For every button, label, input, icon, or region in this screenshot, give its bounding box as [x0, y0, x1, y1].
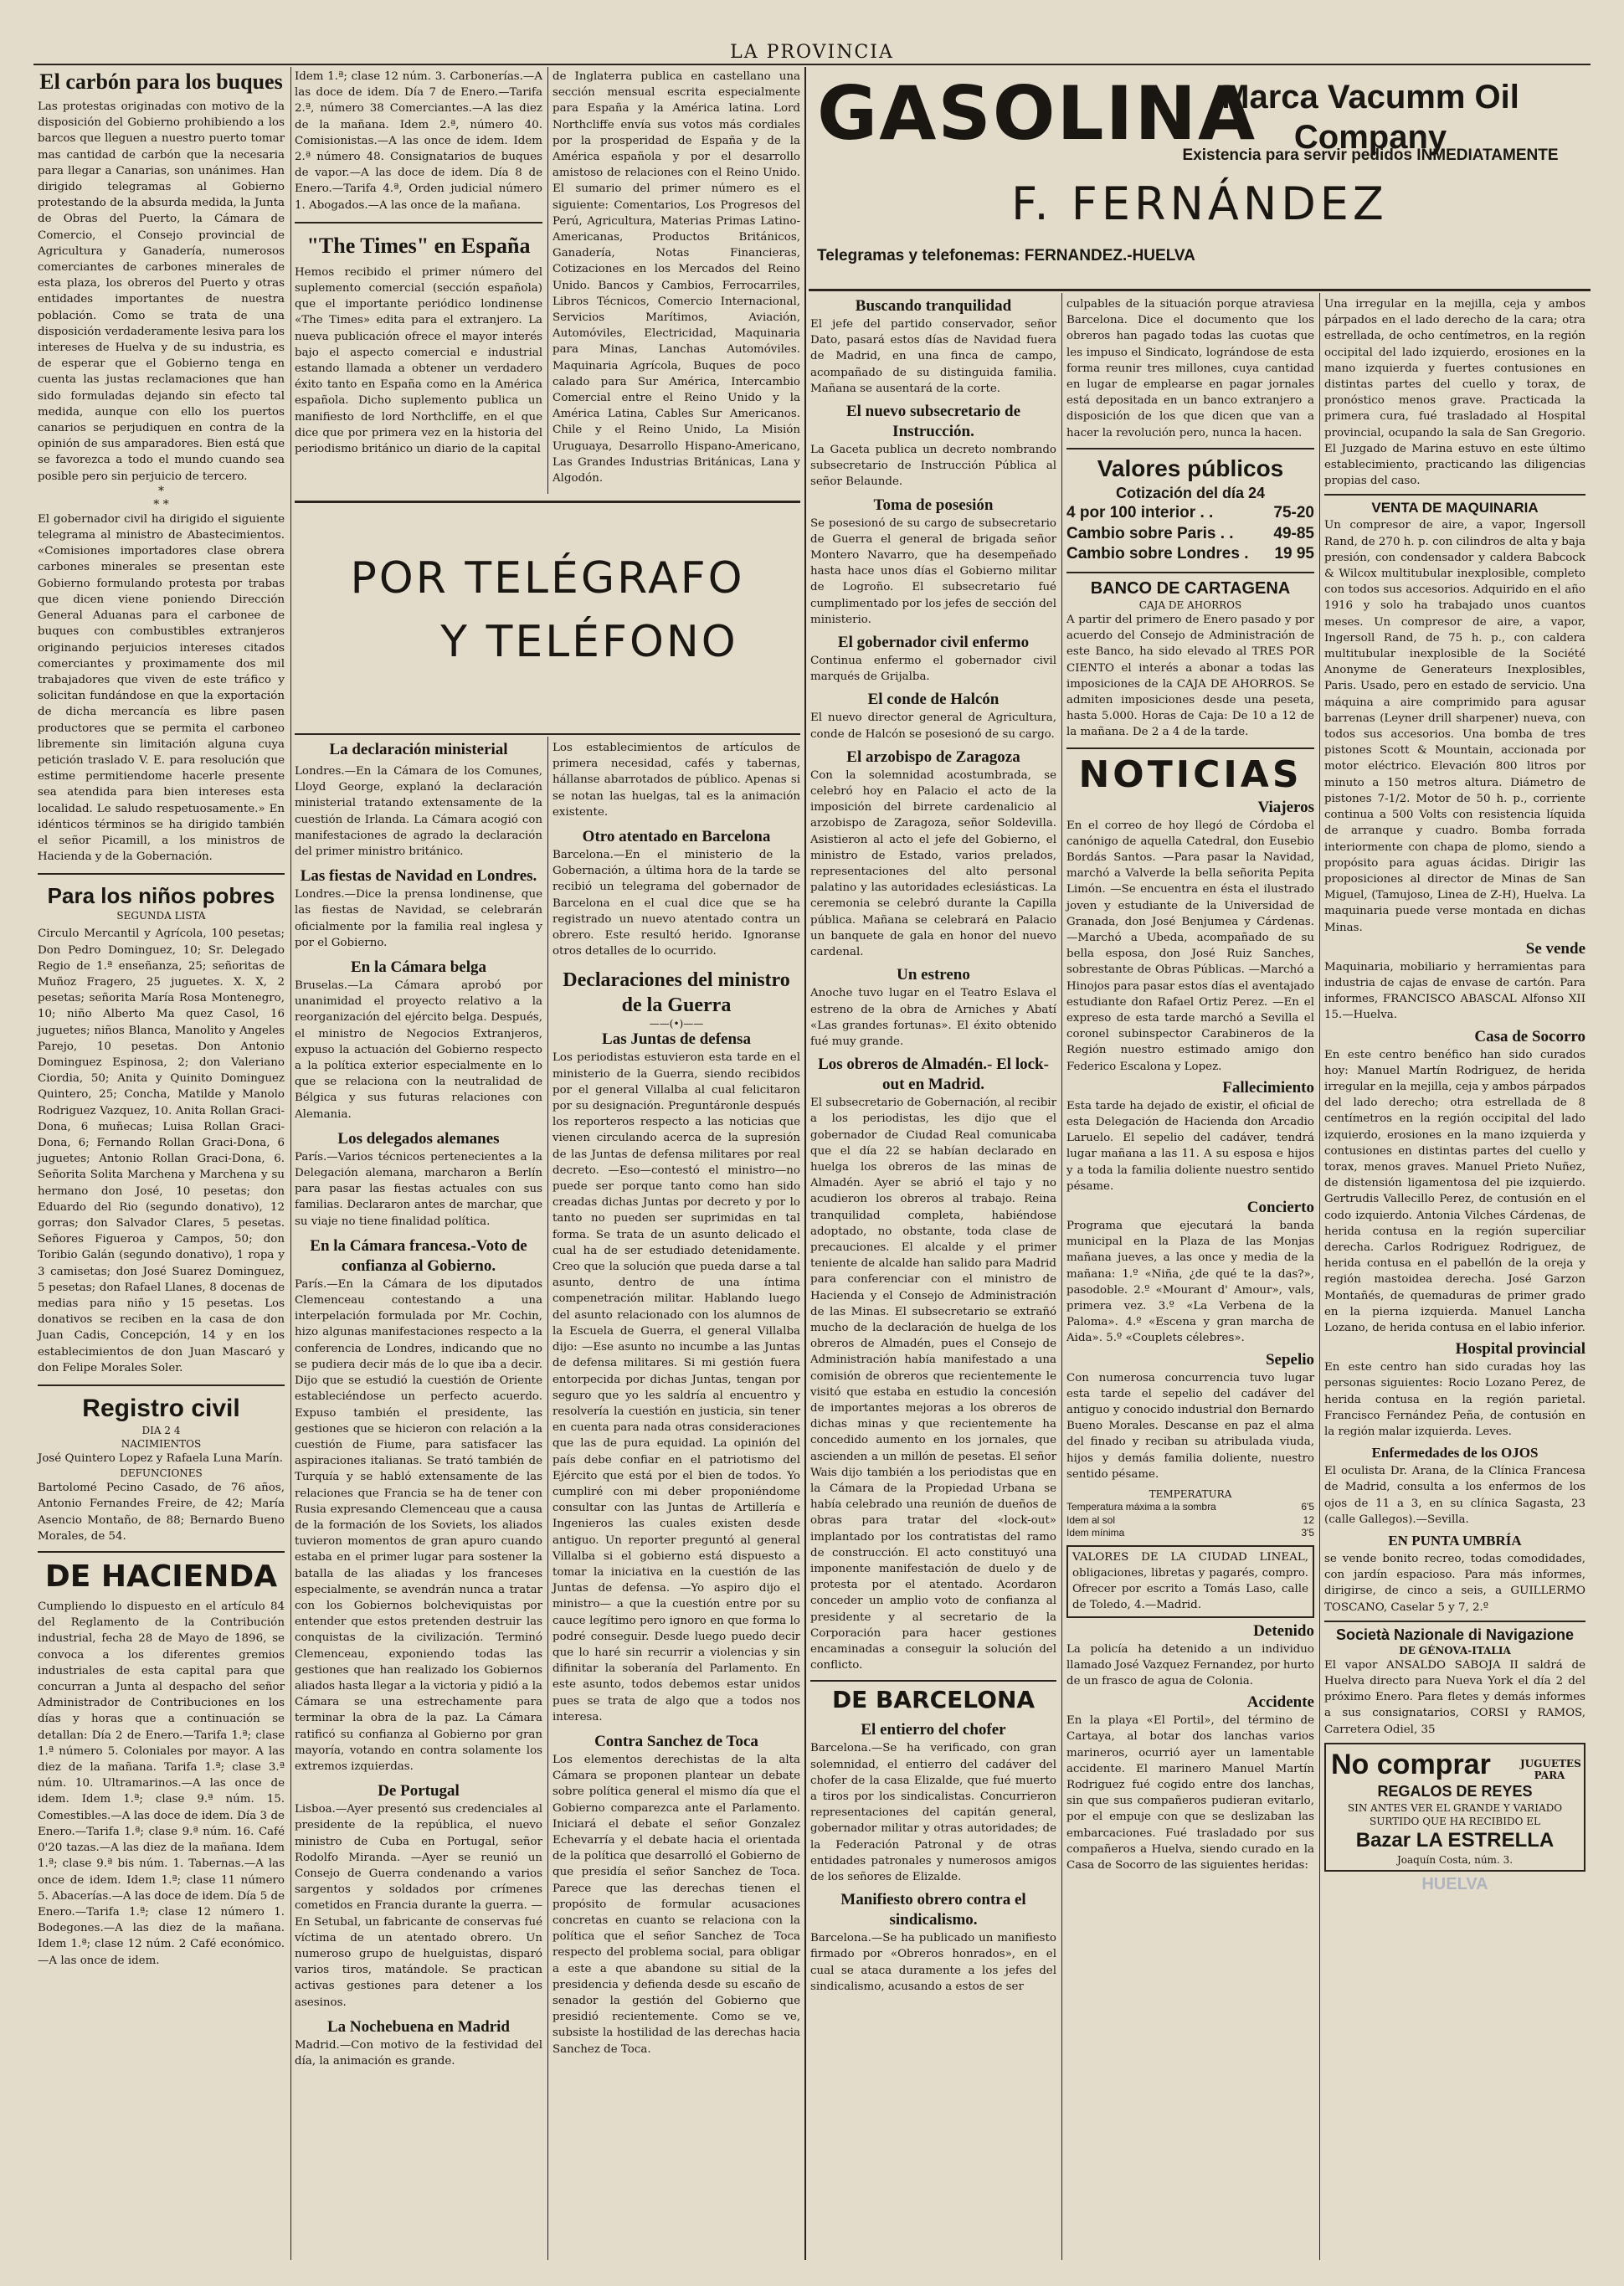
headline-camara-francesa: En la Cámara francesa.-Voto de confianza al Gobierno.	[310, 1236, 527, 1275]
temperatura-row	[1066, 1501, 1314, 1514]
headline-carbon: El carbón para los buques	[39, 69, 283, 94]
temperatura-row-label: Idem mínima	[1066, 1527, 1125, 1539]
headline-sanchez-toca: Contra Sanchez de Toca	[594, 1732, 758, 1750]
subheadline-ninos: SEGUNDA LISTA	[116, 910, 206, 922]
valores-row	[1066, 524, 1314, 545]
valores-date: Cotización del día 24	[1115, 484, 1266, 501]
divider	[1324, 494, 1585, 496]
article-almaden: El subsecretario de Gobernación, al recibir a los periodistas, les dijo que el gobernador de Ciudad Real comunicaba que el día 22 se habían declarado en huelga los obreros de las minas de Almadén. Ayer se abrió el tajo y no acudieron los obreros al trabajo. Reina tranquilidad completa, habiéndose adoptado, no obstante, toda clase de precauciones. El alcalde y el primer teniente de alcalde han salido para Madrid para conferenciar con el ministro de Hacienda y el Consejo de Administración de las Minas. El subsecretario se extrañó mucho de la declaración de huelga de los obreros de Almadén, pues el Consejo de Administración había manifestado a una comisión de obreros que recientemente le visitó que estaba en estudio la concesión de importantes mejoras a los obreros de dichas minas y que recientemente ha concedido aumento en los jornales, que ascienden a un millón de pesetas. El señor Wais dijo también a los periodistas que en la Cámara de la Propiedad Urbana se había celebrado una reunión de dueños de obras para tratar del «lock-out» implantado por los contratistas del ramo de construcción. El acto constituyó una imponente manifestación de duelo y de protesta por el atentado. Acordaron conceder un amplio voto de confianza al presidente y al secretario de la Corporación para hacer gestiones encaminadas a conseguir la solución del conflicto.	[810, 1097, 1056, 1672]
article-detenido: La policía ha detenido a un individuo llamado José Vazquez Fernandez, por hurto de un frasco de agua de Colonia.	[1066, 1642, 1314, 1688]
navigazione-subtitle: DE GÉNOVA-ITALIA	[1399, 1644, 1511, 1657]
article-gobernador: Continua enfermo el gobernador civil marqués de Grijalba.	[810, 655, 1056, 684]
valores-row-value: 75-20	[1273, 503, 1314, 521]
article-carbon: Las protestas originadas con motivo de la disposición del Gobierno prohibiendo a los barcos que lleguen a nuestro puerto tomar mas cantidad de carbón que la necesaria para llegar a Canarias, son unánimes. Han dirigido telegramas al Gobierno protestando de la absurda medida, la Junta de Obras del Puerto, la Cámara de Comercio, el Consejo provincial de Agricultura y Ganadería, numerosos comerciantes de carbones minerales de esta plaza, los obreros del Puerto y otras entidades importantes de nuestra población. Como se trata de una disposición verdaderamente lesiva para los intereses de Huelva y de su industria, es de esperar que el Gobierno tenga en cuenta las justas reclamaciones que han sido formuladas dejando sin efecto tal medida, aunque con ello los puertos canarios se perjudiquen en contra de la opinión de sus amparadores. Bien está que se favorezca a todo el mundo cuando sea posible pero sin perjuicio de tercero.	[38, 100, 285, 483]
article-delegados: París.—Varios técnicos pertenecientes a la Delegación alemana, marcharon a Berlín para pasar las fiestas actuales con sus familias. Declararon antes de marchar, que su viaje no tiene finalidad política.	[295, 1150, 542, 1228]
article-times: Hemos recibido el primer número del suplemento comercial (sección española) que el importante periódico londinense «The Times» edita para el extranjero. La nueva publicación ofrece el mayor interés bajo el aspecto comercial e industrial estando llamada a obtener un verdadero éxito tanto en España como en la América española. Dicho suplemento publica un manifiesto de lord Northcliffe, en el que dice que por primera vez en la historia del periodismo británico un diario de la capital	[295, 265, 542, 456]
article-halcon: El nuevo director general de Agricultura, conde de Halcón se posesionó de su cargo.	[810, 711, 1056, 741]
article-estreno: Anoche tuvo lugar en el Teatro Eslava el estreno de la obra de Arniches y Abatí «Las grandes fortunas». El éxito obtenido fué muy grande.	[810, 987, 1056, 1048]
divider	[810, 1680, 1056, 1682]
article-ninos: Circulo Mercantil y Agrícola, 100 pesetas; Don Pedro Dominguez, 10; Sr. Delegado Regio de 1.ª enseñanza, 25; señoritas de Muñoz Fragero, 25 juguetes. X. X, 2 pesetas; señorita María Rosa Montenegro, 10; niño Alberto Ma quez Casol, 16 juguetes; niños Blanca, Manolito y Angeles Parejo, 10 pesetas. Don Antonio Dominguez Espinosa, 2; don Valeriano Ciordia, 50; Anita y Quinito Dominguez Quintero, 25; Concha, Matilde y Manolo Rodriguez Vazquez, 10. Anita Rollan Graci-Dona, 6 muñecas; Luisa Rollan Graci-Dona, 6; Fernando Rollan Graci-Dona, 6 juguetes; Antonio Rollan Graci-Dona, 6. Señorita Solita Marchena y Marchena y su hermano don José, 10 pesetas; don Eduardo del Rio (segundo donativo), 12 gorras; don Salvador Clares, 5 pesetas. Señores Figueroa y Campos, 50; don Toribio Galán (segundo donativo), 1 ropa y 3 camisetas; don José Suarez Dominguez, 5 pesetas; don Rafael Llanes, 8 docenas de medias para niño y 15 pesetas. Los donativos se reciben en la casa de don Juan Cadis, Concepción, 14 y en los establecimientos de don Juan Mascaró y don Felipe Morales Soler.	[38, 927, 285, 1374]
temperatura-row-value: 3'5	[1301, 1527, 1314, 1539]
article-sepelio: Con numerosa concurrencia tuvo lugar esta tarde el sepelio del cadáver del antiguo y conocido industrial don Bernardo Bueno Morales. Descanse en paz el alma del finado y reciban su atribulada viuda, hijos y demás familia doliente, nuestro sentido pésame.	[1066, 1371, 1314, 1481]
article-toma-posesion: Se posesionó de su cargo de subsecretario de Guerra el general de brigada señor Montero Navarro, que ha desempeñado hasta hace unos días el Gobierno militar de Logroño. El subsecretario fué cumplimentado por los jefes de sección del ministerio.	[810, 516, 1056, 626]
article-hacienda: Cumpliendo lo dispuesto en el artículo 84 del Reglamento de la Contribución industrial, fecha 28 de Mayo de 1896, se convoca a los diferentes gremios industriales de esta capital para que concurran a Junta al despacho del señor Administrador de Contribuciones en los días y horas que a continuación se detallan: Día 2 de Enero.—Tarifa 1.ª; clase 1.ª número 5. Coloniales por mayor. A las diez de la mañana. Tarifa 1.ª; clase 3.ª núm. 10. Ultramarinos.—A las once de idem. Idem 1.ª; clase 9.ª núm. 15. Comestibles.—A las doce de idem. Día 3 de Enero.—Tarifa 1.ª; clase 9.ª núm. 16. Café 0'20 tazas.—A las diez de la mañana. Idem 1.ª; clase 9.ª bis núm. 1. Tabernas.—A las once de idem. Idem 1.ª; clase 11 número 5. Abacerías.—A las doce de idem. Día 5 de Enero.—Tarifa 1.ª; clase 12 número 1. Bodegones.—A las diez de la mañana. Idem 1.ª; clase 12 núm. 2 Café económico.—A las once de idem.	[38, 1600, 285, 1967]
gasolina-existencia: Existencia para servir pedidos INMEDIATAMENTE	[1182, 146, 1559, 164]
separator-asterisks: * * *	[153, 484, 169, 511]
juguetes-para: JUGUETES PARA	[1520, 1757, 1581, 1781]
headline-casa-socorro: Casa de Socorro	[1474, 1027, 1585, 1045]
article-punta-umbria: se vende bonito recreo, todas comodidades, con jardín espacioso. Para más informes, dirigirse, de cinco a seis, a GUILLERMO TOSCANO, Caselar 5 y 7, 2.º	[1324, 1553, 1585, 1614]
divider	[1066, 747, 1314, 749]
article-camara-belga: Bruselas.—La Cámara aprobó por unanimidad el proyecto relativo a la reorganización del ejército belga. Después, el ministro de Negocios Extranjeros, expuso la actuación del Gobierno respecto a la política exterior especialmente en lo que se relaciona con la neutralidad de Bélgica y sus futuras relaciones con Alemania.	[295, 979, 542, 1121]
column-5	[1066, 296, 1314, 1873]
no-comprar-title: No comprar	[1331, 1748, 1491, 1780]
headline-declaracion: La declaración ministerial	[329, 741, 508, 758]
valores-row-value: 49-85	[1273, 524, 1314, 542]
headline-tranquilidad: Buscando tranquilidad	[855, 297, 1012, 315]
valores-row-value: 19 95	[1274, 545, 1314, 563]
headline-estreno: Un estreno	[897, 966, 970, 984]
headline-sepelio: Sepelio	[1265, 1350, 1314, 1369]
temperatura-row-label: Idem al sol	[1066, 1513, 1116, 1526]
headline-ministro-guerra: Declaraciones del ministro de la Guerra	[563, 969, 790, 1017]
headline-fallecimiento: Fallecimiento	[1222, 1078, 1314, 1097]
sin-antes: SIN ANTES VER EL GRANDE Y VARIADO SURTIDO QUE HA RECIBIDO EL	[1347, 1801, 1563, 1827]
divider	[38, 1384, 285, 1389]
divider	[295, 222, 542, 226]
article-hospital: En este centro han sido curadas hoy las personas siguientes: Rocio Lozano Perez, de herida contusa en la región parietal. Francisco Fernández Peña, de contusión en la región malar izquierda. Leves.	[1324, 1361, 1585, 1438]
ciudad-lineal-text: VALORES DE LA CIUDAD LINEAL, obligaciones, libretas y pagarés, compro. Ofrecer por escrito a Tomás Laso, calle de Toledo, 4.—Madrid.	[1072, 1550, 1308, 1612]
article-concierto: Programa que ejecutará la banda municipal en la Plaza de las Monjas mañana jueves, a las once y media de la mañana: 1.º «Niña, ¿de qué te la das?», pasodoble. 2.º «Mourant d' Amour», vals, primera vez. 3.º «La Verbena de la Paloma». 4.º «Escena y gran marcha de Aida». 5.º «Couplets célebres».	[1066, 1219, 1314, 1345]
headline-camara-belga: En la Cámara belga	[350, 958, 487, 977]
article-atentado: Barcelona.—En el ministerio de la Gobernación, a última hora de la tarde se recibió un telegrama del gobernador de Barcelona en el cual dice que se ha registrado un nuevo atentado contra un obrero. Este resultó herido. Ignoranse otros detalles de lo ocurrido.	[552, 849, 800, 958]
banco-subtitle: CAJA DE AHORROS	[1138, 598, 1242, 611]
article-manifiesto: Barcelona.—Se ha publicado un manifiesto firmado por «Obreros honrados», en el cual se ataca duramente a los jefes del sindicalismo, acusando a estos de ser	[810, 1932, 1056, 1993]
headline-arzobispo: El arzobispo de Zaragoza	[846, 747, 1020, 766]
article-portugal: Lisboa.—Ayer presentó sus credenciales al presidente de la república, el nuevo ministro de Cuba en Portugal, señor Rodolfo Miranda. —Ayer se reunió un Consejo de Guerra condenando a varios sargentos y soldados por crímenes cometidos en Francia durante la guerra. —En Setubal, un fabricante de conservas fué víctima de un atentado obrero. Un numeroso grupo de huelguistas, disparó varios tiros, matándole. Se practican activas gestiones para detener a los asesinos.	[295, 1803, 542, 2009]
article-times-continued: de Inglaterra publica en castellano una sección mensual escrita especialmente para España y la América latina. Lord Northcliffe envía sus votos más cordiales por la prosperidad de España y de la América española y por el desarrollo amistoso de relaciones con el Reino Unido. El sumario del primer número es el siguiente: Comentarios, Los Progresos del Perú, Agricultura, Materias Primas Latino-Americanas, Productos Británicos, Ganadería, Notas Financieras, Cotizaciones en los Mercados del Reino Unido. Bancos y Cambios, Ferrocarriles, Libros Técnicos, Comercio Internacional, Servicios Marítimos, Aviación, Automóviles, Electricidad, Maquinaria para Minas, Lanchas Automóviles. Maquinaria Agrícola, Buques de poco calado para Sur América, Intercambio Comercial entre el Reino Unido y la América Latina, Cables Sur Americanos. Chile y el Reino Unido, La Misión Uruguaya, Desarrollo Hispano-Americano, Las Grandes Industrias Británicas, Lana y Algodón.	[552, 70, 800, 485]
valores-row-label: Cambio sobre Paris . .	[1066, 524, 1234, 542]
column-2-bottom	[295, 740, 542, 2069]
masthead-rule	[33, 64, 1591, 65]
column-3-top	[552, 69, 800, 486]
temperatura-row	[1066, 1514, 1314, 1528]
headline-toma-posesion: Toma de posesión	[873, 496, 994, 514]
temperatura-row-label: Temperatura máxima a la sombra	[1066, 1501, 1216, 1513]
headline-almaden: Los obreros de Almadén.- El lock-out en Madrid.	[818, 1056, 1049, 1094]
headline-hospital: Hospital provincial	[1455, 1340, 1585, 1359]
article-sanchez-toca: Los elementos derechistas de la alta Cámara se proponen plantear un debate sobre política general el mismo día que el Gobierno comparezca ante el Parlamento. Iniciará el debate el señor Gonzalez Echevarría y el debate hacia el orientada de la política que desarrolló el Gobierno de que presidía el señor Sanchez de Toca. Parece que las derechas tienen el propósito de formular acusaciones concretas en cuanto se relaciona con la política que el señor Sanchez de Toca respecto del problema social, para obligar a este a que abandone su sitial de la presidencia y defienda desde su escaño de senador la gestión del Gobierno que presidió recientemente. Como se ve, subsiste la hostilidad de las derechas hacia Sanchez de Toca.	[552, 1753, 800, 2056]
article-nochebuena: Madrid.—Con motivo de la festividad del día, la animación es grande.	[295, 2038, 542, 2068]
bazar-ad	[1324, 1743, 1585, 1872]
article-subsecretario: La Gaceta publica un decreto nombrando subsecretario de Instrucción Pública al señor Belaunde.	[810, 444, 1056, 489]
article-banco: A partir del primero de Enero pasado y por acuerdo del Consejo de Administración de este Banco, ha sido elevado al TRES POR CIENTO el interés a abonar a todas las imposiciones de la CAJA DE AHORROS. Se admiten imposiciones desde una peseta, hasta 5.000. Horas de Caja: De 10 a 12 de la mañana. De 2 a 4 de la tarde.	[1066, 613, 1314, 739]
valores-table	[1066, 503, 1314, 565]
headline-times: "The Times" en España	[306, 233, 531, 258]
headline-manifiesto: Manifiesto obrero contra el sindicalismo.	[840, 1891, 1026, 1929]
watermark: HUELVA	[1421, 1874, 1488, 1893]
regalos-reyes: REGALOS DE REYES	[1377, 1782, 1533, 1800]
headline-punta-umbria: EN PUNTA UMBRÍA	[1388, 1533, 1522, 1549]
headline-valores: Valores públicos	[1097, 455, 1284, 481]
temperatura-row-value: 6'5	[1301, 1501, 1314, 1513]
gasolina-telegramas: Telegramas y telefonemas: FERNANDEZ.-HUELVA	[817, 247, 1195, 265]
divider	[1324, 1621, 1585, 1622]
headline-gobernador: El gobernador civil enfermo	[837, 634, 1030, 652]
article-declaracion: Londres.—En la Cámara de los Comunes, Lloyd George, explanó la declaración ministerial tratando extensamente de la cuestión de Irlanda. La Cámara acogió con manifestaciones de agrado la declaración del primer ministro británico.	[295, 765, 542, 859]
gasolina-title: GASOLINA	[817, 70, 1257, 157]
headline-accidente: Accidente	[1246, 1693, 1314, 1712]
headline-atentado: Otro atentado en Barcelona	[582, 828, 771, 846]
article-accidente-continued: Una irregular en la mejilla, ceja y ambos párpados en el lado derecho de la cara; otra estrellada, de ocho centímetros, en la región occipital del lado izquierdo, erosiones en la mano izquierda y fuertes contusiones en distintas partes del cuello y torax, de pronóstico menos grave. Practicada la primera cura, fué trasladado al Hospital provincial, ocupando la sala de San Gregorio. El Juzgado de Marina estuvo en este último establecimiento, practicando las diligencias propias del caso.	[1324, 298, 1585, 488]
headline-se-vende: Se vende	[1525, 939, 1585, 958]
article-ojos: El oculista Dr. Arana, de la Clínica Francesa de Madrid, consulta a los enfermos de los ojos de 11 a 3, en su clínica Sagasta, 23 (calle Gallegos).—Sevilla.	[1324, 1465, 1585, 1526]
column-4	[810, 296, 1056, 1995]
valores-row-label: Cambio sobre Londres .	[1066, 545, 1249, 563]
registro-nacimientos-heading: NACIMIENTOS	[121, 1438, 202, 1451]
column-3-bottom	[552, 740, 800, 2057]
column-rule	[290, 67, 291, 2260]
gasolina-brand: Marca Vacumm Oil Company	[1221, 79, 1519, 156]
headline-barcelona: DE BARCELONA	[831, 1686, 1036, 1714]
divider	[1066, 448, 1314, 449]
article-camara-francesa: París.—En la Cámara de los diputados Clemenceau contestando a una interpelación formulada por Mr. Cochin, hizo algunas manifestaciones respecto a la conferencia de Londres, indicando que no se pudiera decir más de lo que iba a decir. Dijo que se estudió la cuestión de Oriente estableciéndose un perfecto acuerdo. Expuso también el presidente, las gestiones que se hicieron con relación a la cuestión de Fiume, para satisfacer las aspiraciones italianas. Se trató también de Turquía y se habló extensamente de las relaciones que Francia se ha de tener con Rusia expresando Clemenceau que a causa de la formación de los Soviets, los aliados tuvieron momentos de gran apuro cuando estaba en el primer lugar para sostener la batalla de las aliadas y los franceses especialmente, se avendrán nunca a tratar con los Gobiernos bolcheviquistas por entender que estos pretenden destruir las conquistas de la civilización. Terminó Clemenceau, exponiendo todas las gestiones que han realizado los Gobiernos aliados hasta llegar a la victoria y pidió a la Cámara se una estrechamente para terminar la obra de la paz. La Cámara ratificó su confianza al Gobierno por gran mayoría, votando en contra solamente los extremos izquierdas.	[295, 1277, 542, 1773]
article-hacienda-continued: Idem 1.ª; clase 12 núm. 3. Carbonerías.—A las doce de idem. Día 7 de Enero.—Tarifa 2.ª, número 38 Comerciantes.—A las diez de la mañana. Idem 2.ª, número 40. Comisionistas.—A las once de idem. Idem 2.ª número 48. Consignatarios de buques de vapor.—A las doce de idem. Día 8 de Enero.—Tarifa 4.ª, Orden judicial número 1. Abogados.—A las once de la mañana.	[295, 70, 542, 212]
telegrafo-title-line-2: Y TELÉFONO	[440, 617, 738, 667]
gasolina-ad	[809, 69, 1591, 291]
article-entierro: Barcelona.—Se ha verificado, con gran solemnidad, el entierro del cadáver del chofer de la casa Elizalde, que fué muerto a tiros por los sindicalistas. Concurrieron representaciones del capitán general, gobernador militar y otras autoridades; de la Federación Patronal y de otras entidades patronales y numerosos amigos de los señores de Elizalde.	[810, 1742, 1056, 1884]
column-2-top	[295, 69, 542, 457]
headline-ojos: Enfermedades de los OJOS	[1371, 1445, 1539, 1461]
article-navidad-londres: Londres.—Dice la prensa londinense, que las fiestas de Navidad, se celebrarán oficialmente por la familia real inglesa y por el Gobierno.	[295, 888, 542, 949]
article-nochebuena-continued: Los establecimientos de artículos de primera necesidad, cafés y tabernas, hállanse abarrotados de público. Apenas si se notan las huelgas, tal es la animación existente.	[552, 742, 800, 819]
article-venta: Un compresor de aire, a vapor, Ingersoll Rand, de 270 h. p. con cilindros de alta y baja presión, con condensador y caldera Babcock & Wilcox multitubular inexplosible, completo con todos sus accesorios. Adquirido en el año 1916 y solo ha trabajado unos cuantos meses. Un compresor de aire, a vapor, Ingersoll Rand, de 75 h. p., con caldera multitubular inexplosible de la Société Anonyme de Generateurs Inexplosibles, Paris. Usado, pero en estado de servicio. Una máquina a aire comprimido para agusar barrenas (Leyner drill sharpener) nueva, con todos sus accesorios. Una bomba de tres pistones Scott & Mountain, accionada por motor eléctrico. Elevación 800 litros por minuto a 150 metros altura. Diámetro de pistones 7-1/2. Motor de 50 h. p., corriente continua a 500 Volts con resistencia líquida de arranque y cuadro. Bomba forrada interiormente con chapa de plomo, siendo a propósito para aguas ácidas. Dirigir las proposiciones al director de Minas de San Miguel, (Tamujoso, Linea de Z-H), Huelva. La maquinaria puede verse montada en dichas Minas.	[1324, 519, 1585, 934]
divider	[38, 873, 285, 877]
temperatura-heading: TEMPERATURA	[1149, 1488, 1232, 1501]
valores-row-label: 4 por 100 interior . .	[1066, 503, 1214, 521]
column-6	[1324, 296, 1585, 1894]
temperatura-row-value: 12	[1303, 1513, 1314, 1526]
article-accidente: En la playa «El Portil», del término de Cartaya, al botar dos lanchas varios marineros, ocurrió ayer un lamentable accidente. El marinero Manuel Martín Rodriguez fué cogido entre dos lanchas, sin que sus compañeros pudieran evitarlo, por el empuje con que se deslizaban las embarcaciones. Fué trasladado por sus compañeros a Huelva, siendo curado en la Casa de Socorro de las siguientes heridas:	[1066, 1714, 1314, 1872]
article-arzobispo: Con la solemnidad acostumbrada, se celebró hoy en Palacio el acto de la imposición del birrete cardenalicio al arzobispo de Zaragoza, señor Soldevilla. Asistieron al acto el jefe del Gobierno, el ministro de Estado, varios prelados, representaciones del alto personal palatino y las autoridades eclesiásticas. La ceremonia se celebró durante la Capilla pública. Mañana se celebrará en Palacio un banquete de gala en honor del nuevo cardenal.	[810, 768, 1056, 959]
gasolina-fernandez: F. FERNÁNDEZ	[1011, 177, 1388, 230]
article-tranquilidad: El jefe del partido conservador, señor Dato, pasará estos días de Navidad fuera de Madrid, en una finca de campo, acompañado de su distinguida familia. Mañana se ausentará de la corte.	[810, 318, 1056, 395]
article-casa-socorro: En este centro benéfico han sido curados hoy: Manuel Martín Rodriguez, de herida irregular en la mejilla, ceja y ambos párpados del lado derecho; otra estrellada de 8 centímetros en la región occipital del lado izquierdo, erosiones en la mano izquierda y contusiones en distintas partes del cuello y torax, menos graves. Manuel Prieto Nuñez, de distensión ligamentosa del pie izquierdo. Gertrudis Vallecillo Perez, de contusión en el codo izquierdo. Antonia Vilches Cárdenas, de herida contusa en la región superciliar derecha. Carlos Rodriguez Rodriguez, de herida contusa en el pabellón de la oreja y región mastoidea derecha. José Garzon Montañés, de quemaduras de primer grado en la pierna izquierda. Manuel Lancha Lozano, de herida contusa en el labio inferior.	[1324, 1048, 1585, 1334]
ciudad-lineal-ad	[1066, 1545, 1314, 1618]
headline-subsecretario: El nuevo subsecretario de Instrucción.	[845, 403, 1021, 441]
headline-delegados: Los delegados alemanes	[337, 1129, 500, 1148]
article-viajeros: En el correo de hoy llegó de Córdoba el canónigo de aquella Catedral, don Eusebio Bordás Santos. —Para pasar la Navidad, marchó a Valverde la bella señorita Pepita Limón. —Se encuentra en ésta el ilustrado joven y estudiante de la Universidad de Granada, don José Benjumea y Cárdenas. —Marchó a Ubeda, acompañado de su bella esposa, don José Ruiz Sanches, sobrestante de Obras Públicas. —Marchó a Hinojos para pasar estos días el aventajado estudiante don Rafael Ortiz Perez. —En el expreso de esta tarde marchó a Sevilla el coronel subinspector Carabineros de la Región nuestro estimado amigo don Federico Escalona y Lopez.	[1066, 819, 1314, 1073]
column-rule	[547, 737, 548, 2260]
divider	[38, 1551, 285, 1555]
navigazione-title: Società Nazionale di Navigazione	[1335, 1626, 1575, 1643]
article-manifiesto-continued: culpables de la situación porque atraviesa Barcelona. Dice el documento que los obreros han pagado todas las cuotas que les impuso el Sindicato, lográndose de esta forma reunir tres millones, cuya cantidad en lugar de emplearse en pagar jornales está depositada en un banco extranjero a disposición de los que dicen que van a hacer la revolución pero, nunca la hacen.	[1066, 298, 1314, 439]
headline-noticias: NOTICIAS	[1078, 753, 1303, 796]
column-rule	[1319, 293, 1320, 2260]
headline-banco: BANCO DE CARTAGENA	[1090, 578, 1291, 598]
registro-defunciones: Bartolomé Pecino Casado, de 76 años, Antonio Fernandes Freire, de 42; María Asencio Montaño, de 88; Bernardo Bueno Morales, de 54.	[38, 1482, 285, 1543]
valores-row	[1066, 503, 1314, 524]
headline-portugal: De Portugal	[378, 1782, 460, 1801]
telegrafo-title-line-1: POR TELÉGRAFO	[350, 553, 745, 604]
headline-ninos: Para los niños pobres	[47, 883, 275, 909]
column-rule	[547, 67, 548, 494]
temperatura-row	[1066, 1527, 1314, 1540]
telegrafo-banner	[295, 501, 800, 735]
divider	[1066, 572, 1314, 573]
headline-juntas: Las Juntas de defensa	[602, 1030, 751, 1049]
headline-entierro: El entierro del chofer	[861, 1721, 1006, 1739]
column-rule	[804, 67, 806, 2260]
headline-detenido: Detenido	[1253, 1621, 1314, 1640]
column-1	[38, 69, 285, 1969]
article-se-vende: Maquinaria, mobiliario y herramientas para industria de cajas de envase de cartón. Para informes, FRANCISCO ABASCAL Alfonso XII 15.—Huelva.	[1324, 960, 1585, 1022]
headline-halcon: El conde de Halcón	[867, 691, 1000, 709]
headline-venta: VENTA DE MAQUINARIA	[1371, 500, 1539, 516]
masthead: LA PROVINCIA	[730, 42, 894, 63]
valores-row	[1066, 544, 1314, 565]
article-fallecimiento: Esta tarde ha dejado de existir, el oficial de esta Delegación de Hacienda don Arcadio Laruelo. El sepelio del cadáver, tendrá lugar mañana a las 11. A su esposa e hijos y a toda la familia doliente nuestro sentido pésame.	[1066, 1099, 1314, 1193]
article-navigazione: El vapor ANSALDO SABOJA II saldrá de Huelva directo para Nueva York el día 2 del próximo Enero. Para fletes y demás informes a sus consignatarios, CORSI y RAMOS, Carretera Odiel, 35	[1324, 1658, 1585, 1736]
registro-nacimientos: José Quintero Lopez y Rafaela Luna Marín.	[38, 1452, 283, 1466]
article-carbon-telegram: El gobernador civil ha dirigido el siguiente telegrama al ministro de Abastecimientos. «Comisiones importadores clase obrera carbones minerales se presentan este Gobierno formulando protesta por trabas que dicen viene poniendo Dirección General Aduanas para el carbonee de buques con combustibles extranjeros originando perjuicios intereses citados comerciantes y proximamente dos mil trabajadores que viven de este tráfico y solicitan fundándose en que la exportación de dicha mercancía es libre pasen productores que se permita el carboneo libremente sin limitación alguna cuya petición traslado V. E. para resolución que estime permitiendome hacerle presente sea atendida para bien intereses esta localidad. Le saludo respetuosamente.» En idénticos términos se ha dirigido también el señor Picamill, a los ministros de Hacienda y de la Gobernación.	[38, 512, 285, 864]
temperatura-table	[1066, 1501, 1314, 1540]
ornament: ——(•)——	[649, 1018, 704, 1030]
headline-registro: Registro civil	[82, 1395, 240, 1423]
registro-day: DIA 2 4	[141, 1425, 181, 1437]
column-rule	[1061, 293, 1062, 2260]
headline-navidad-londres: Las fiestas de Navidad en Londres.	[300, 867, 537, 886]
bazar-address: Joaquín Costa, núm. 3.	[1396, 1853, 1514, 1866]
headline-nochebuena: La Nochebuena en Madrid	[327, 2017, 510, 2036]
headline-hacienda: DE HACIENDA	[44, 1559, 278, 1595]
registro-defunciones-heading: DEFUNCIONES	[120, 1467, 203, 1480]
headline-viajeros: Viajeros	[1257, 798, 1314, 816]
headline-concierto: Concierto	[1246, 1198, 1314, 1216]
article-juntas: Los periodistas estuvieron esta tarde en el ministerio de la Guerra, siendo recibidos por el general Villalba al cual felicitaron por su designación. Preguntáronle después los reporteros respecto a las noticias que vienen circulando acerca de la supresión de las Juntas de defensa militares por real decreto. —Eso—contestó el ministro—no puede ser porque tanto como han sido creadas dichas Juntas por decreto y por lo tanto no pueden ser suprimidas en tal forma. Se trata de un asunto delicado el cual ha de ser estudiado detenidamente. Creo que la solución que pueda darse a tal asunto, dentro de una íntima compenetración militar. Hablando luego del asunto relacionado con los alumnos de la Escuela de Guerra, el general Villalba dijo: —Ese asunto no incumbe a las Juntas de defensa militares. Si mi gestión fuera entorpecida por dichas Juntas, tengan por seguro que yo les saldría al encuentro y resolvería la cuestión en justicia, sin tener en cuenta para nada otras consideraciones que las de pura equidad. La opinión del país debe confiar en el patriotismo del Ejército que está por el bien de todos. Yo cumpliré con mi deber proponiéndome consultar con las Juntas de Artillería e Ingenieros las cuales existen desde antiguo. Un reporter preguntó al general Villalba si el gobierno está dispuesto a tomar la iniciativa en la cuestión de las Juntas de defensa. —Yo aspiro dijo el ministro— a que la cuestión entre por su cauce legítimo pero ignoro en que forma lo podré conseguir. Desde luego puedo decir que lo haré sin recurrir a violencias y sin difinitar la soberanía del Parlamento. En este asunto, todos debemos estar unidos pues se trata de algo que a todos nos interesa.	[552, 1051, 800, 1723]
bazar-estrella: Bazar LA ESTRELLA	[1355, 1828, 1555, 1852]
